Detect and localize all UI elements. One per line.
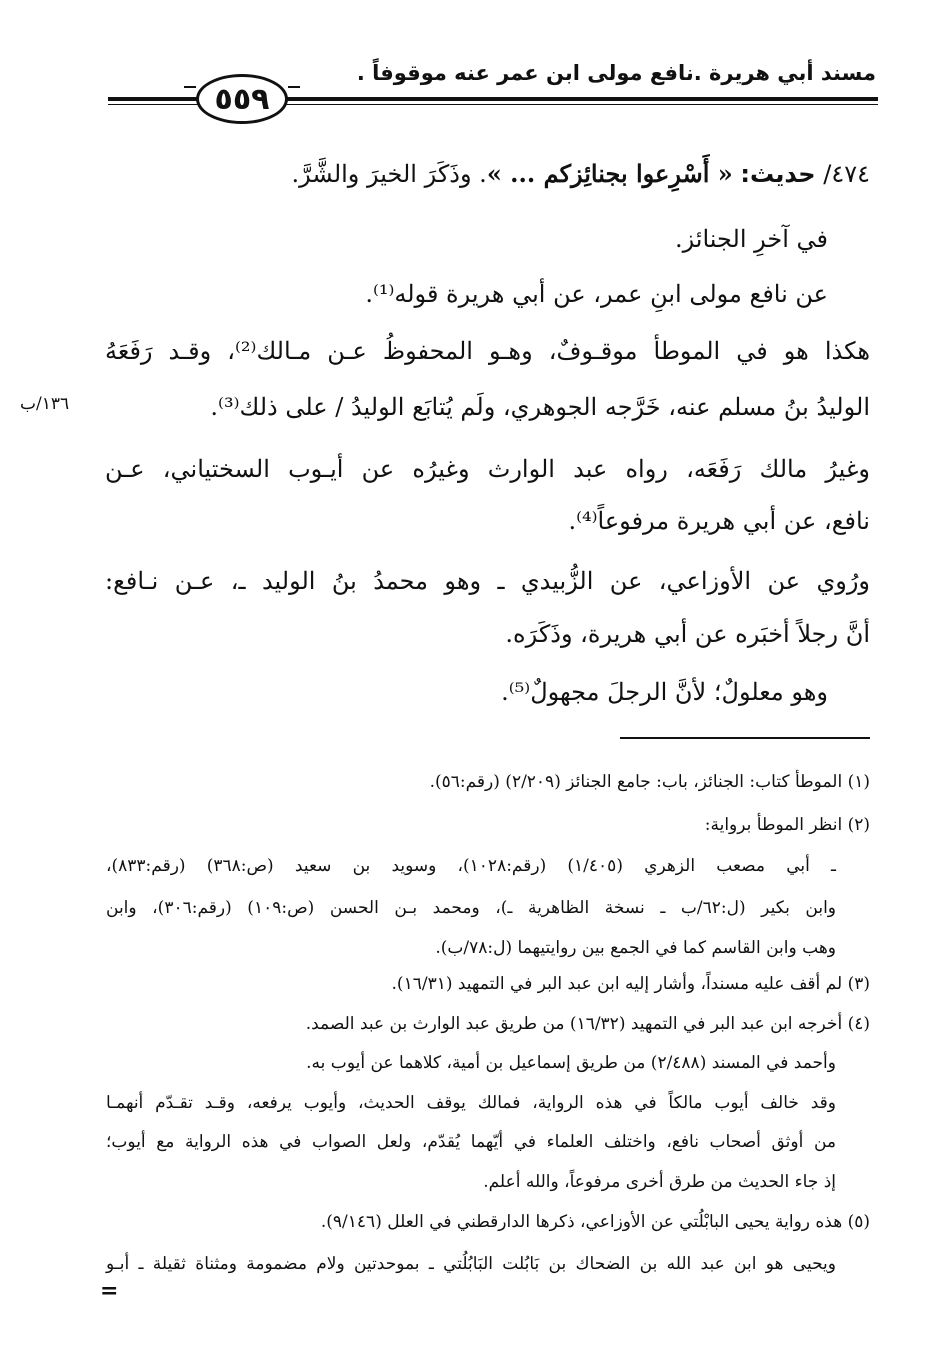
body-line: الوليدُ بنُ مسلم عنه، خَرَّجه الجوهري، ولَم يُتابَع الوليدُ / على ذلك⁽³⁾. — [210, 393, 870, 421]
footnote-line: (٢) انظر الموطأ برواية: — [704, 815, 870, 835]
hadith-text: « أَسْرِعوا بجنائِزكم ... » — [486, 159, 733, 188]
footnote-line: (١) الموطأ كتاب: الجنائز، باب: جامع الجنائز (٢/٢٠٩) (رقم:٥٦). — [429, 772, 870, 792]
running-title: مسند أبي هريرة .نافع مولى ابن عمر عنه موقوفاً . — [356, 61, 876, 85]
manuscript-folio-ref: ١٣٦/ب — [20, 394, 70, 414]
footnote-line: وقد خالف أيوب مالكاً في هذه الرواية، فمالك يوقف الحديث، وأيوب يرفعه، وقـد تقـدّم أنهمـا — [106, 1093, 836, 1113]
body-line: وهو معلولٌ؛ لأنَّ الرجلَ مجهولٌ⁽⁵⁾. — [501, 678, 828, 706]
footnote-line: (٣) لم أقف عليه مسنداً، وأشار إليه ابن عبد البر في التمهيد (١٦/٣١). — [391, 974, 870, 994]
hadith-rest: . وذَكَرَ الخيرَ والشَّرَّ. — [291, 160, 487, 188]
body-line: عن نافع مولى ابنِ عمر، عن أبي هريرة قوله⁽¹⁾. — [365, 280, 828, 308]
footnote-line: وهب وابن القاسم كما في الجمع بين روايتيهما (ل:٧٨/ب). — [435, 938, 836, 958]
badge-ornament-right — [288, 86, 300, 88]
body-line: في آخرِ الجنائز. — [674, 225, 828, 253]
footnote-line: ـ أبي مصعب الزهري (١/٤٠٥) (رقم:١٠٢٨)، وسويد بن سعيد (ص:٣٦٨) (رقم:٨٣٣)، — [106, 856, 837, 876]
footnote-line: (٤) أخرجه ابن عبد البر في التمهيد (١٦/٣٢) من طريق عبد الوارث بن عبد الصمد. — [305, 1014, 870, 1034]
page-number: ٥٥٩ — [214, 81, 270, 117]
body-line: وغيرُ مالك رَفَعَه، رواه عبد الوارث وغيرُه عن أيـوب السختياني، عـن — [105, 455, 870, 483]
footnote-line: وأحمد في المسند (٢/٤٨٨) من طريق إسماعيل بن أمية، كلاهما عن أيوب به. — [306, 1053, 836, 1073]
hadith-heading — [105, 145, 870, 203]
footnote-separator — [620, 737, 870, 739]
hadith-label: حديث: — [740, 160, 816, 188]
badge-ornament-left — [184, 86, 196, 88]
continuation-mark: = — [100, 1278, 119, 1304]
footnote-line: ويحيى هو ابن عبد الله بن الضحاك بن بَابُلت البَابُلُتي ـ بموحدتين ولام مضمومة ومثناة ثقيلة ـ أبـو — [106, 1254, 836, 1274]
footnote-line: (٥) هذه رواية يحيى البابْلُتي عن الأوزاعي، ذكرها الدارقطني في العلل (٩/١٤٦). — [320, 1212, 870, 1232]
page-number-badge — [196, 74, 288, 124]
hadith-number: ٤٧٤/ — [823, 160, 870, 188]
body-line: ورُوي عن الأوزاعي، عن الزُّبيدي ـ وهو محمدُ بنُ الوليد ـ، عـن نـافع: — [105, 567, 870, 595]
footnote-line: وابن بكير (ل:٦٢/ب ـ نسخة الظاهرية ـ)، ومحمد بـن الحسن (ص:١٠٩) (رقم:٣٠٦)، وابن — [106, 898, 836, 918]
footnote-line: إذ جاء الحديث من طرق أخرى مرفوعاً، والله أعلم. — [483, 1172, 836, 1192]
body-line: أنَّ رجلاً أخبَره عن أبي هريرة، وذَكَرَه. — [505, 620, 870, 648]
footnote-line: من أوثق أصحاب نافع، واختلف العلماء في أيّهما يُقدّم، ولعل الصواب في هذه الرواية مع أيوب؛ — [106, 1132, 836, 1152]
body-line: هكذا هو في الموطأ موقـوفٌ، وهـو المحفوظُ عـن مـالك⁽²⁾، وقـد رَفَعَهُ — [105, 337, 870, 365]
body-line: نافع، عن أبي هريرة مرفوعاً⁽⁴⁾. — [568, 507, 870, 535]
